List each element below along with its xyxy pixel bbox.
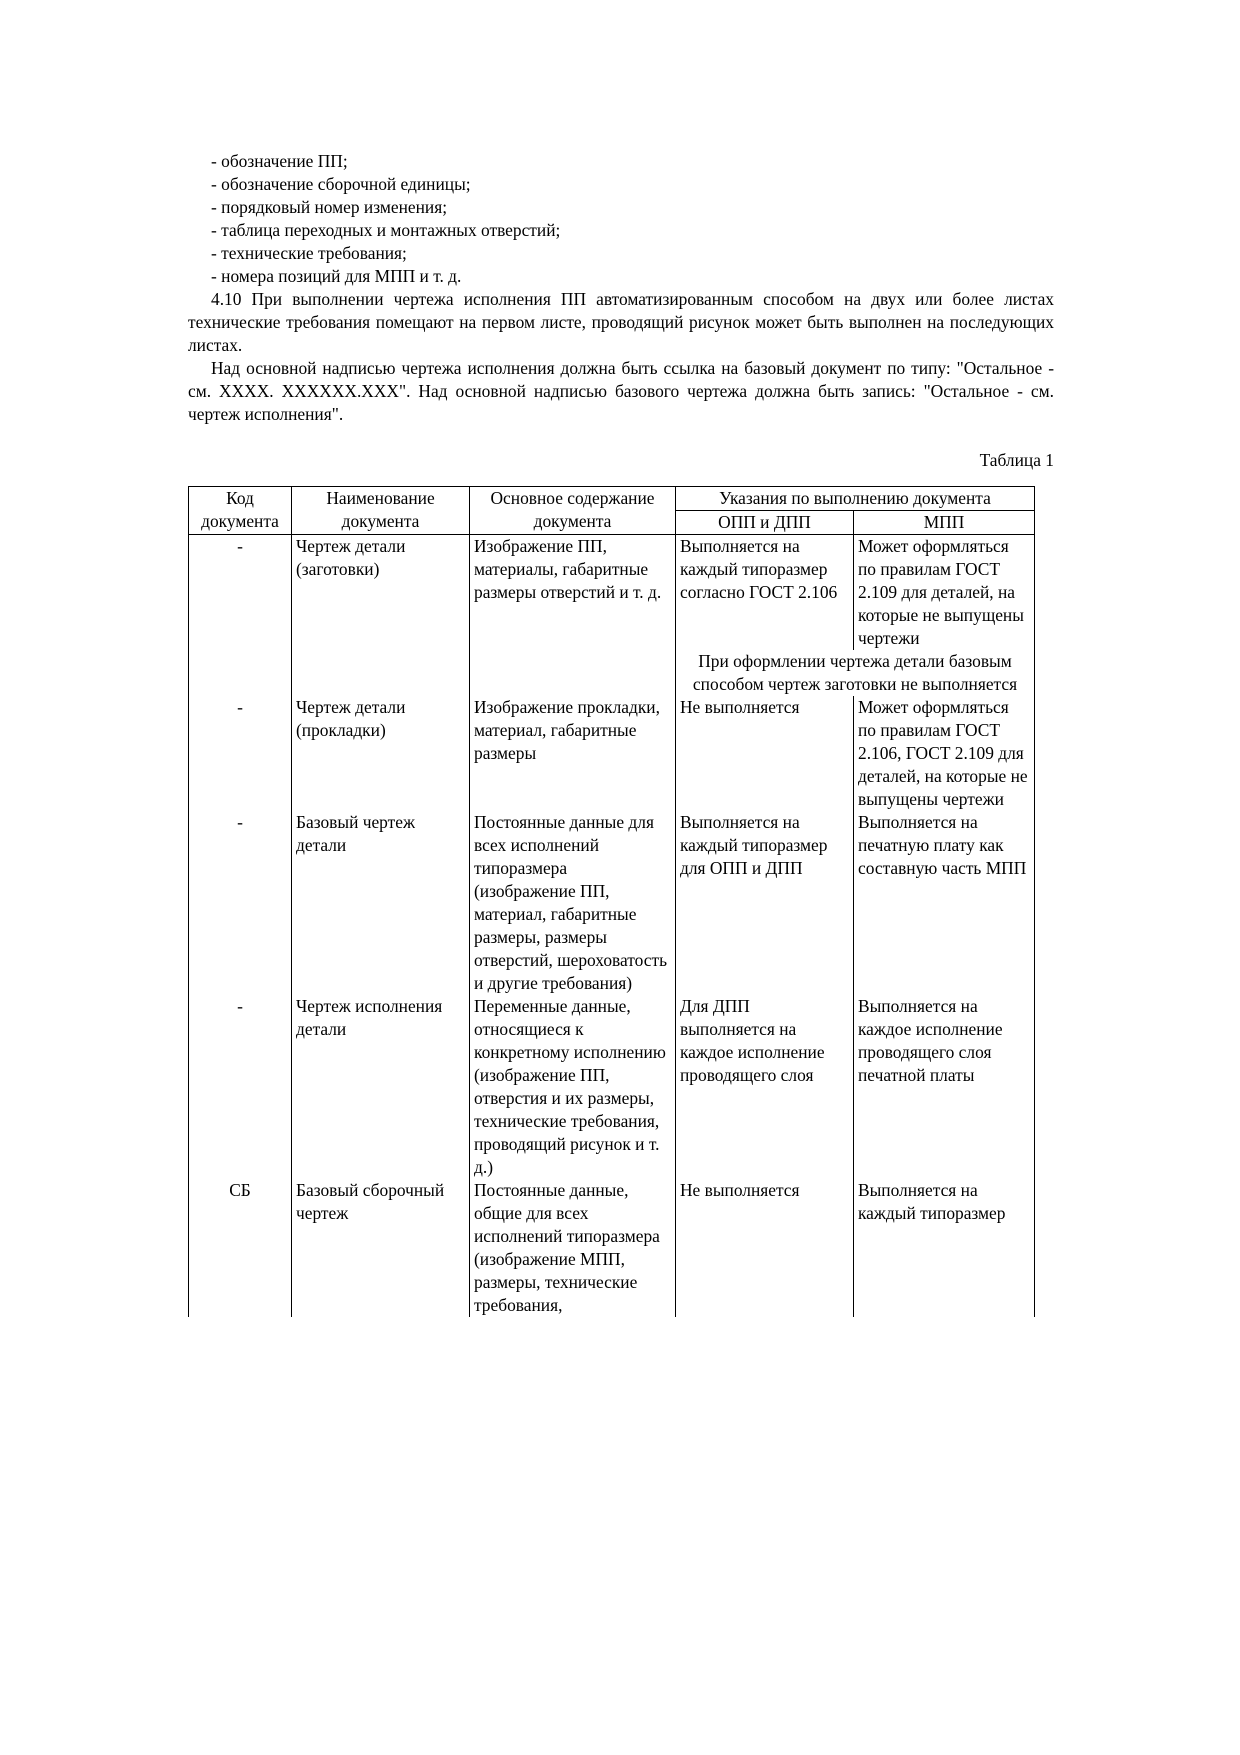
table-row	[189, 995, 1035, 1179]
cell-code: -	[189, 535, 292, 651]
document-page	[188, 150, 1054, 1317]
cell-mpp: Выполняется на каждый типоразмер	[854, 1179, 1035, 1317]
table-row-note	[189, 650, 1035, 696]
cell-content	[470, 650, 676, 696]
cell-name	[292, 650, 470, 696]
paragraph-4-10: 4.10 При выполнении чертежа исполнения ПП автоматизированным способом на двух или более листах технические требования помещают на первом листе, проводящий рисунок может быть выполнен на последующих листах.	[188, 289, 1054, 355]
documents-table	[188, 486, 1035, 1317]
cell-content: Изображение ПП, материалы, габаритные размеры отверстий и т. д.	[470, 535, 676, 651]
cell-opp-dpp: Не выполняется	[676, 696, 854, 811]
cell-code: -	[189, 995, 292, 1179]
cell-code: -	[189, 696, 292, 811]
requirements-list	[188, 150, 1054, 288]
cell-name: Базовый чертеж детали	[292, 811, 470, 995]
cell-mpp: Выполняется на печатную плату как составную часть МПП	[854, 811, 1035, 995]
header-mpp: МПП	[854, 511, 1035, 535]
header-code: Код документа	[189, 487, 292, 535]
cell-opp-dpp: Не выполняется	[676, 1179, 854, 1317]
cell-code: СБ	[189, 1179, 292, 1317]
cell-opp-dpp: Выполняется на каждый типоразмер согласно ГОСТ 2.106	[676, 535, 854, 651]
cell-name: Чертеж детали (заготовки)	[292, 535, 470, 651]
cell-name: Чертеж исполнения детали	[292, 995, 470, 1179]
list-item: - технические требования;	[211, 243, 407, 263]
cell-mpp: Может оформляться по правилам ГОСТ 2.109 для деталей, на которые не выпущены чертежи	[854, 535, 1035, 651]
list-item: - номера позиций для МПП и т. д.	[211, 266, 462, 286]
table-row	[189, 811, 1035, 995]
table-caption: Таблица 1	[979, 450, 1054, 470]
header-instructions: Указания по выполнению документа	[676, 487, 1035, 511]
cell-opp-dpp: Для ДПП выполняется на каждое исполнение проводящего слоя	[676, 995, 854, 1179]
header-content: Основное содержание документа	[470, 487, 676, 535]
table-row	[189, 696, 1035, 811]
list-item: - обозначение сборочной единицы;	[211, 174, 471, 194]
header-name: Наименование документа	[292, 487, 470, 535]
cell-content: Изображение прокладки, материал, габаритные размеры	[470, 696, 676, 811]
paragraph-reference: Над основной надписью чертежа исполнения должна быть ссылка на базовый документ по типу: "Остальное - см. ХХХХ. ХХХХХХ.ХХХ". Над основной надписью базового чертежа должна быть запись: "Остальное - см. чертеж исполнения".	[188, 358, 1054, 424]
cell-code: -	[189, 811, 292, 995]
cell-merged-note: При оформлении чертежа детали базовым способом чертеж заготовки не выполняется	[676, 650, 1035, 696]
cell-opp-dpp: Выполняется на каждый типоразмер для ОПП и ДПП	[676, 811, 854, 995]
table-header-row	[189, 487, 1035, 511]
cell-content: Переменные данные, относящиеся к конкретному исполнению (изображение ПП, отверстия и их размеры, технические требования, проводящий рисунок и т. д.)	[470, 995, 676, 1179]
cell-mpp: Выполняется на каждое исполнение проводящего слоя печатной платы	[854, 995, 1035, 1179]
list-item: - порядковый номер изменения;	[211, 197, 448, 217]
header-opp-dpp: ОПП и ДПП	[676, 511, 854, 535]
cell-content: Постоянные данные, общие для всех исполнений типоразмера (изображение МПП, размеры, технические требования,	[470, 1179, 676, 1317]
cell-code	[189, 650, 292, 696]
table-row	[189, 535, 1035, 651]
cell-content: Постоянные данные для всех исполнений типоразмера (изображение ПП, материал, габаритные размеры, размеры отверстий, шероховатость и другие требования)	[470, 811, 676, 995]
list-item: - таблица переходных и монтажных отверстий;	[211, 220, 561, 240]
cell-mpp: Может оформляться по правилам ГОСТ 2.106, ГОСТ 2.109 для деталей, на которые не выпущены чертежи	[854, 696, 1035, 811]
cell-name: Базовый сборочный чертеж	[292, 1179, 470, 1317]
list-item: - обозначение ПП;	[211, 151, 348, 171]
table-row	[189, 1179, 1035, 1317]
cell-name: Чертеж детали (прокладки)	[292, 696, 470, 811]
